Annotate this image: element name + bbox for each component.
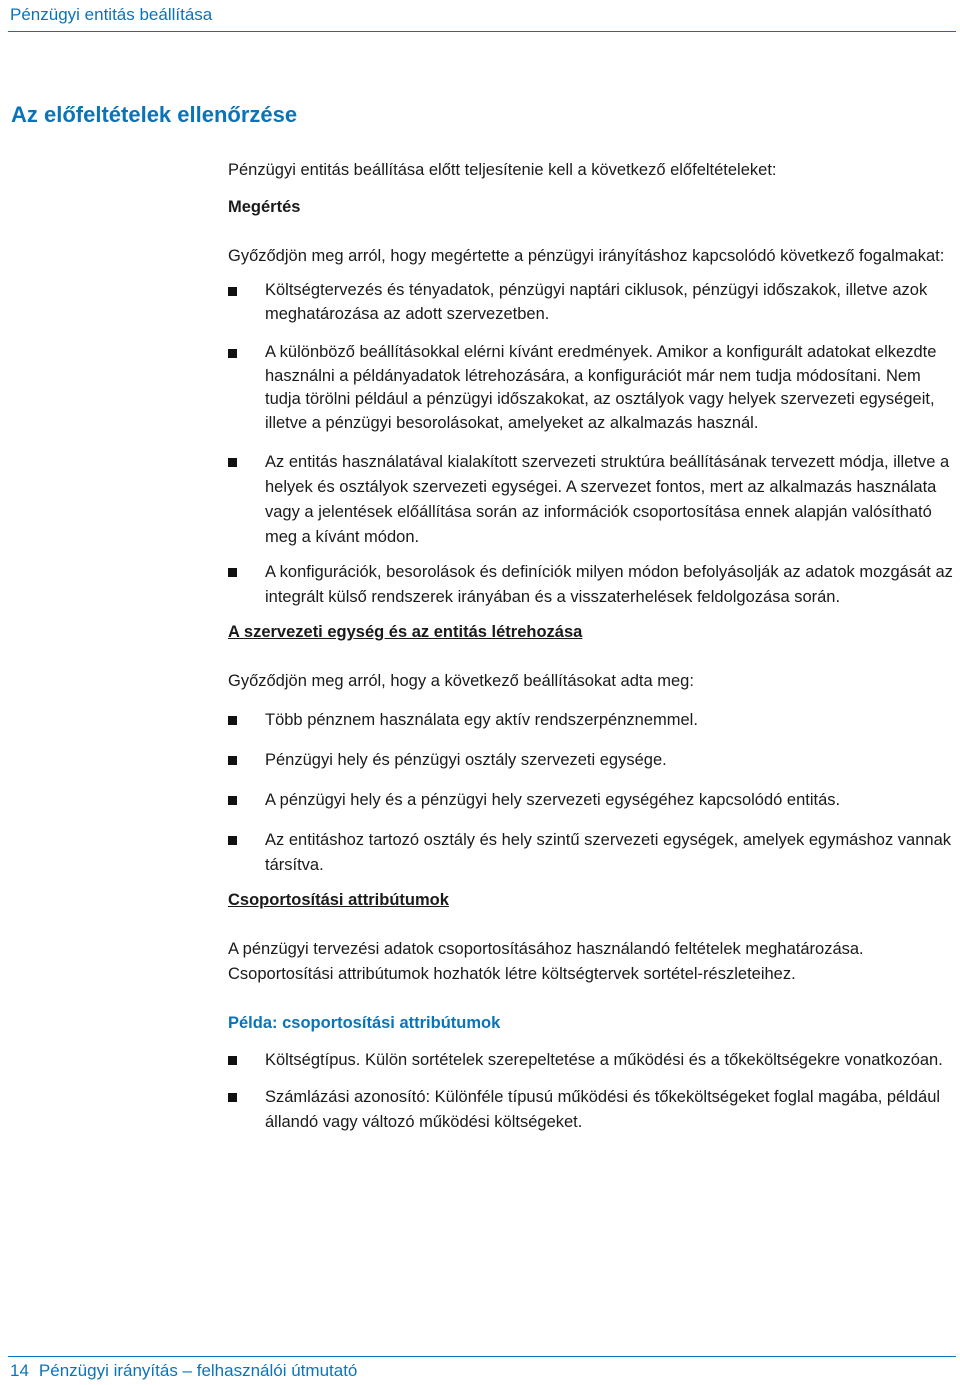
square-bullet-icon [228, 287, 237, 296]
square-bullet-icon [228, 1056, 237, 1065]
org-unit-lead: Győződjön meg arról, hogy a következő beállításokat adta meg: [228, 672, 694, 690]
section-title: Az előfeltételek ellenőrzése [11, 102, 298, 127]
understanding-list [228, 279, 953, 610]
list-item: Költségtípus. Külön sortételek szerepeltetése a működési és a tőkeköltségekre vonatkozóan. [228, 1048, 953, 1073]
list-item: Számlázási azonosító: Különféle típusú működési és tőkeköltségeket foglal magába, például állandó vagy változó működési költségeket. [228, 1085, 953, 1135]
running-header: Pénzügyi entitás beállítása [10, 5, 213, 24]
square-bullet-icon [228, 349, 237, 358]
grouping-heading: Csoportosítási attribútumok [228, 891, 449, 909]
square-bullet-icon [228, 1093, 237, 1102]
example-list [228, 1048, 953, 1135]
square-bullet-icon [228, 716, 237, 725]
footer-divider [8, 1356, 956, 1357]
list-item: A pénzügyi hely és a pénzügyi hely szervezeti egységéhez kapcsolódó entitás. [228, 788, 953, 813]
list-item: Több pénznem használata egy aktív rendszerpénznemmel. [228, 708, 953, 733]
list-item: Az entitáshoz tartozó osztály és hely szintű szervezeti egységek, amelyek egymáshoz vannak társítva. [228, 828, 953, 878]
understanding-heading: Megértés [228, 198, 301, 216]
footer-doc-title: Pénzügyi irányítás – felhasználói útmutató [38, 1361, 358, 1380]
square-bullet-icon [228, 836, 237, 845]
grouping-paragraph: A pénzügyi tervezési adatok csoportosításához használandó feltételek meghatározása. Csoportosítási attribútumok hozhatók létre költségtervek sortétel-részleteihez. [228, 940, 864, 983]
square-bullet-icon [228, 796, 237, 805]
square-bullet-icon [228, 458, 237, 467]
list-item: Költségtervezés és tényadatok, pénzügyi naptári ciklusok, pénzügyi időszakok, illetve azok meghatározása az adott szervezetben. [228, 279, 953, 326]
running-footer [10, 1361, 357, 1381]
org-unit-heading: A szervezeti egység és az entitás létrehozása [228, 623, 583, 641]
square-bullet-icon [228, 756, 237, 765]
list-item: Pénzügyi hely és pénzügyi osztály szervezeti egysége. [228, 748, 953, 773]
org-unit-list [228, 708, 953, 878]
page-number: 14 [10, 1361, 29, 1380]
list-item: A különböző beállításokkal elérni kívánt eredmények. Amikor a konfigurált adatokat elkezdte használni a példányadatok létrehozására, a konfigurációt már nem tudja módosítani. Nem tudja törölni például a pénzügyi időszakokat, az osztályok vagy helyek szervezeti egységeit, illetve a pénzügyi besorolásokat, amelyeket az alkalmazás használ. [228, 341, 953, 435]
intro-paragraph: Pénzügyi entitás beállítása előtt teljesítenie kell a következő előfeltételeket: [228, 161, 777, 179]
header-divider [8, 31, 956, 32]
list-item: A konfigurációk, besorolások és definíciók milyen módon befolyásolják az adatok mozgását az integrált külső rendszerek irányában és a visszaterhelések feldolgozása során. [228, 560, 953, 610]
understanding-lead: Győződjön meg arról, hogy megértette a pénzügyi irányításhoz kapcsolódó következő fogalmakat: [228, 247, 945, 265]
square-bullet-icon [228, 568, 237, 577]
main-content [228, 158, 953, 1135]
example-heading: Példa: csoportosítási attribútumok [228, 1014, 501, 1032]
list-item: Az entitás használatával kialakított szervezeti struktúra beállításának tervezett módja, illetve a helyek és osztályok szervezeti egységei. A szervezet fontos, mert az alkalmazás használata vagy a jelentések előállítása során az információk csoportosítása ennek alapján valósítható meg a kívánt módon. [228, 450, 953, 550]
